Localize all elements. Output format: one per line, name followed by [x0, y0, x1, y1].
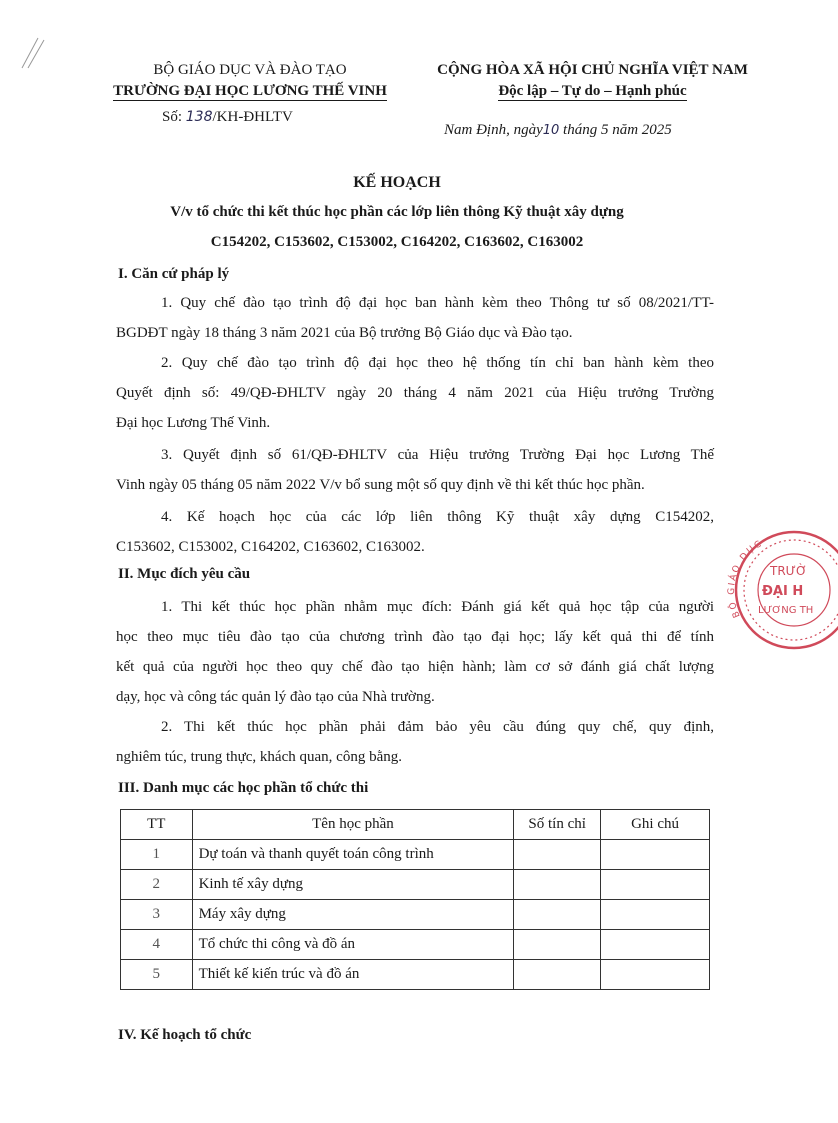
- table-row: [121, 840, 710, 870]
- course-table: [120, 809, 710, 990]
- table-row: [121, 870, 710, 900]
- row-note: [601, 870, 710, 900]
- row-credits: [514, 900, 601, 930]
- stamp-arc-text: BỘ GIÁO DỤC: [726, 538, 765, 619]
- date-day-handwritten: 10: [542, 123, 560, 138]
- document-subtitle-line2: C154202, C153602, C153002, C164202, C163602, C163002: [210, 234, 584, 250]
- row-course-name: Thiết kế kiến trúc và đồ án: [192, 960, 514, 990]
- column-header-name: Tên học phần: [192, 810, 514, 840]
- doc-number-handwritten: 138: [185, 109, 213, 125]
- section-1-heading: I. Căn cứ pháp lý: [118, 266, 230, 282]
- stamp-text-bot: LƯƠNG TH: [758, 605, 814, 616]
- row-tt: 2: [121, 870, 193, 900]
- row-credits: [514, 840, 601, 870]
- paragraph-line: kết quả của người học theo quy chế đào tạo hiện hành; làm cơ sở đánh giá chất lượng: [116, 659, 714, 675]
- ministry-name: BỘ GIÁO DỤC VÀ ĐÀO TẠO: [153, 62, 347, 78]
- issue-date: [444, 122, 672, 139]
- row-credits: [514, 870, 601, 900]
- national-motto: [400, 81, 785, 102]
- section-2-heading: II. Mục đích yêu cầu: [118, 566, 251, 582]
- paragraph-line: Quyết định số: 49/QĐ-ĐHLTV ngày 20 tháng 4 năm 2021 của Hiệu trưởng Trường: [116, 385, 714, 401]
- paragraph-line: C153602, C153002, C164202, C163602, C163002.: [116, 539, 425, 555]
- document-title: KẾ HOẠCH: [353, 174, 441, 191]
- paragraph-line: 2. Quy chế đào tạo trình độ đại học theo hệ thống tín chỉ ban hành kèm theo: [161, 355, 714, 371]
- paragraph-line: Đại học Lương Thế Vinh.: [116, 415, 271, 431]
- paragraph-line: học theo mục tiêu đào tạo của chương trình đào tạo đại học; lấy kết quả thi để tính: [116, 629, 714, 645]
- row-credits: [514, 960, 601, 990]
- stamp-text-top: TRƯỜ: [770, 564, 807, 578]
- document-number: [162, 109, 293, 126]
- table-row: [121, 960, 710, 990]
- row-note: [601, 930, 710, 960]
- paragraph-line: 1. Quy chế đào tạo trình độ đại học ban hành kèm theo Thông tư số 08/2021/TT-: [161, 295, 714, 311]
- national-motto-text: Độc lập – Tự do – Hạnh phúc: [498, 83, 687, 99]
- table-row: [121, 900, 710, 930]
- paragraph-line: nghiêm túc, trung thực, khách quan, công bằng.: [116, 749, 402, 765]
- row-credits: [514, 930, 601, 960]
- row-tt: 1: [121, 840, 193, 870]
- row-tt: 4: [121, 930, 193, 960]
- row-note: [601, 900, 710, 930]
- paragraph-line: BGDĐT ngày 18 tháng 3 năm 2021 của Bộ trưởng Bộ Giáo dục và Đào tạo.: [116, 325, 573, 341]
- official-seal-stamp: [718, 520, 838, 660]
- date-suffix: tháng 5 năm 2025: [563, 122, 672, 138]
- row-course-name: Tổ chức thi công và đồ án: [192, 930, 514, 960]
- section-1-item-2: [116, 348, 714, 438]
- row-course-name: Máy xây dựng: [192, 900, 514, 930]
- column-header-credits: Số tín chỉ: [514, 810, 601, 840]
- date-prefix: Nam Định, ngày: [444, 122, 543, 138]
- section-3-heading: III. Danh mục các học phần tổ chức thi: [118, 780, 369, 796]
- paragraph-line: Vinh ngày 05 tháng 05 năm 2022 V/v bổ sung một số quy định về thi kết thúc học phần.: [116, 477, 645, 493]
- doc-number-prefix: Số:: [162, 109, 183, 125]
- section-1-item-1: [116, 288, 714, 348]
- row-tt: 5: [121, 960, 193, 990]
- row-course-name: Dự toán và thanh quyết toán công trình: [192, 840, 514, 870]
- section-2-item-1: [116, 592, 714, 712]
- row-note: [601, 960, 710, 990]
- document-subtitle-line1: V/v tổ chức thi kết thúc học phần các lớp liên thông Kỹ thuật xây dựng: [170, 204, 624, 220]
- section-4-heading: IV. Kế hoạch tổ chức: [118, 1027, 252, 1043]
- university-name: [100, 81, 400, 102]
- paragraph-line: dạy, học và công tác quản lý đào tạo của Nhà trường.: [116, 689, 435, 705]
- pen-scribble-mark: [18, 32, 48, 72]
- table-header-row: [121, 810, 710, 840]
- column-header-tt: TT: [121, 810, 193, 840]
- paragraph-line: 3. Quyết định số 61/QĐ-ĐHLTV của Hiệu trưởng Trường Đại học Lương Thế: [161, 447, 714, 463]
- section-2-item-2: [116, 712, 714, 772]
- stamp-text-mid: ĐẠI H: [762, 584, 804, 599]
- university-name-text: TRƯỜNG ĐẠI HỌC LƯƠNG THẾ VINH: [113, 83, 387, 99]
- section-1-item-4: [116, 502, 714, 562]
- table-row: [121, 930, 710, 960]
- doc-number-suffix: /KH-ĐHLTV: [212, 109, 293, 125]
- paragraph-line: 4. Kế hoạch học của các lớp liên thông Kỹ thuật xây dựng C154202,: [161, 509, 714, 525]
- paragraph-line: 2. Thi kết thúc học phần phải đảm bảo yêu cầu đúng quy chế, quy định,: [161, 719, 714, 735]
- column-header-note: Ghi chú: [601, 810, 710, 840]
- row-tt: 3: [121, 900, 193, 930]
- section-1-item-3: [116, 440, 714, 500]
- row-course-name: Kinh tế xây dựng: [192, 870, 514, 900]
- row-note: [601, 840, 710, 870]
- paragraph-line: 1. Thi kết thúc học phần nhằm mục đích: Đánh giá kết quả học tập của người: [161, 599, 714, 615]
- country-name: CỘNG HÒA XÃ HỘI CHỦ NGHĨA VIỆT NAM: [437, 62, 748, 78]
